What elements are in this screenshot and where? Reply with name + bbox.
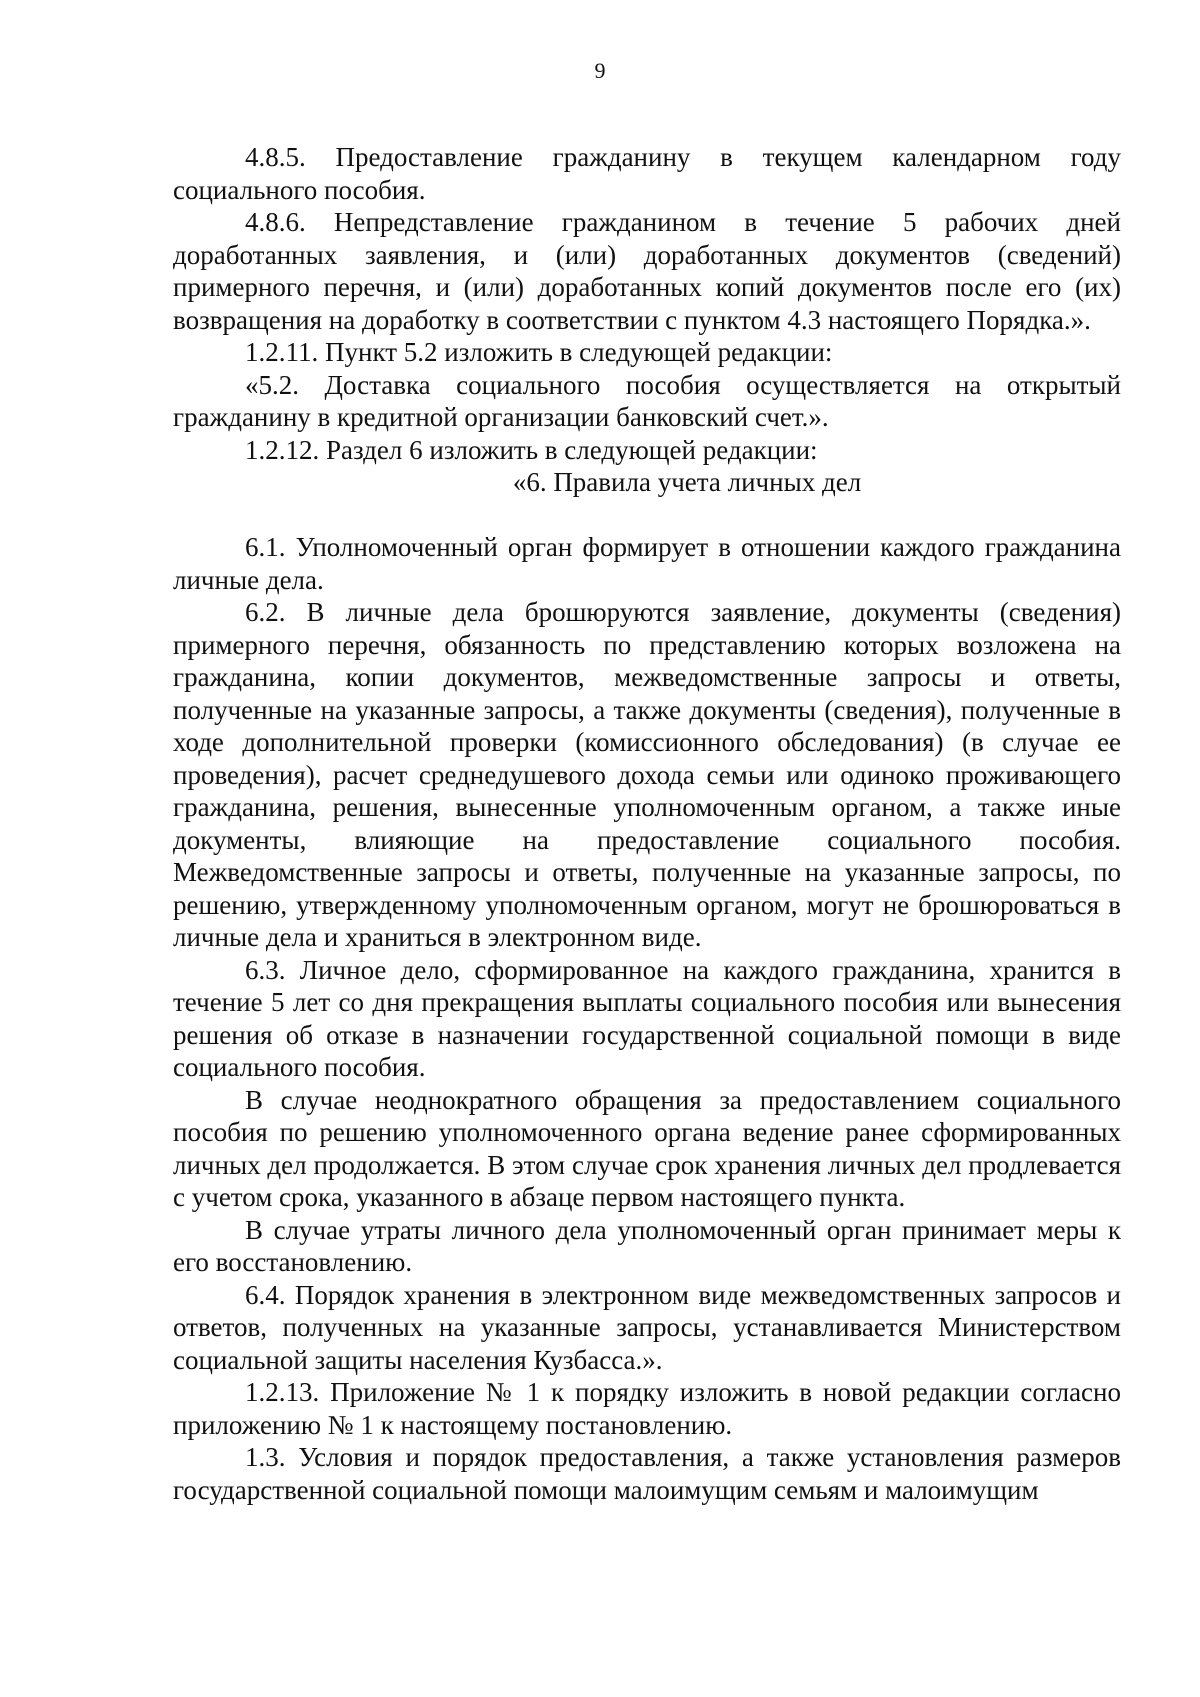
paragraph-6-3: 6.3. Личное дело, сформированное на каждого гражданина, хранится в течение 5 лет со дня прекращения выплаты социального пособия или вынесения решения об отказе в назначении государственной социальной помощи в виде социального пособия. xyxy=(173,954,1121,1082)
paragraph-1-2-13: 1.2.13. Приложение № 1 к порядку изложить в новой редакции согласно приложению № 1 к настоящему постановлению. xyxy=(173,1377,1121,1440)
paragraph-1-3: 1.3. Условия и порядок предоставления, а также установления размеров государственной социальной помощи малоимущим семьям и малоимущим xyxy=(173,1442,1121,1505)
paragraph-6-3-repeat-applications: В случае неоднократного обращения за предоставлением социального пособия по решению уполномоченного органа ведение ранее сформированных личных дел продолжается. В этом случае срок хранения личных дел продлевается с учетом срока, указанного в абзаце первом настоящего пункта. xyxy=(173,1084,1121,1212)
page-number: 9 xyxy=(594,58,606,83)
paragraph-6-4: 6.4. Порядок хранения в электронном виде межведомственных запросов и ответов, полученных на указанные запросы, устанавливается Министерством социальной защиты населения Кузбасса.». xyxy=(173,1279,1121,1375)
paragraph-6-2: 6.2. В личные дела брошюруются заявление, документы (сведения) примерного перечня, обязанность по представлению которых возложена на гражданина, копии документов, межведомственные запросы и ответы, полученные на указанные запросы, а также документы (сведения), полученные в ходе дополнительной проверки (комиссионного обследования) (в случае ее проведения), расчет среднедушевого дохода семьи или одиноко проживающего гражданина, решения, вынесенные уполномоченным органом, а также иные документы, влияющие на предоставление социального пособия. Межведомственные запросы и ответы, полученные на указанные запросы, по решению, утвержденному уполномоченным органом, могут не брошюроваться в личные дела и храниться в электронном виде. xyxy=(173,597,1121,952)
document-body xyxy=(173,141,1121,1506)
paragraph-1-2-12: 1.2.12. Раздел 6 изложить в следующей редакции: xyxy=(245,434,818,465)
paragraph-6-3-loss: В случае утраты личного дела уполномоченный орган принимает меры к его восстановлению. xyxy=(173,1214,1121,1277)
paragraph-4-8-6: 4.8.6. Непредставление гражданином в течение 5 рабочих дней доработанных заявления, и (или) доработанных документов (сведений) примерного перечня, и (или) доработанных копий документов после его (их) возвращения на доработку в соответствии с пунктом 4.3 настоящего Порядка.». xyxy=(173,207,1121,335)
paragraph-5-2: «5.2. Доставка социального пособия осуществляется на открытый гражданину в кредитной организации банковский счет.». xyxy=(173,369,1121,432)
section-heading: «6. Правила учета личных дел xyxy=(512,467,862,497)
paragraph-4-8-5: 4.8.5. Предоставление гражданину в текущем календарном году социального пособия. xyxy=(173,142,1121,205)
paragraph-6-1: 6.1. Уполномоченный орган формирует в отношении каждого гражданина личные дела. xyxy=(173,532,1121,595)
paragraph-1-2-11: 1.2.11. Пункт 5.2 изложить в следующей редакции: xyxy=(245,337,833,367)
